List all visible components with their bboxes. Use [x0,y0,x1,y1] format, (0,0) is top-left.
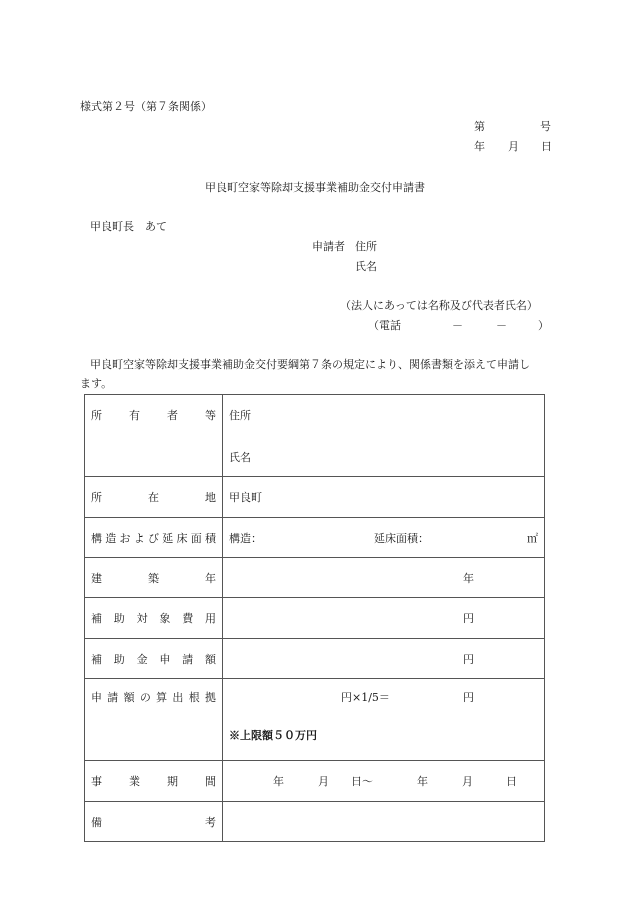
label-char: 算 [156,691,168,704]
label-char: よ [133,531,145,545]
corporation-note: （法人にあっては名称及び代表者氏名） [340,299,538,312]
applicant-label: 申請者 [312,240,345,253]
cost-unit: 円 [463,612,474,625]
remarks-label [85,802,223,842]
form-number: 様式第２号（第７条関係） [80,100,212,113]
structure-value-cell[interactable] [223,518,545,558]
row-cost [85,598,545,639]
label-char: 備 [91,815,102,829]
label-char: 期 [167,775,178,788]
row-calculation [85,679,545,761]
applicant-name-label: 氏名 [355,260,377,273]
structure-label-text: 構造： [229,531,262,545]
addressee: 甲良町長 あて [90,220,167,233]
floor-area-unit: ㎡ [527,531,538,545]
owner-label [85,395,223,477]
document-title: 甲良町空家等除却支援事業補助金交付申請書 [205,181,425,194]
structure-label [85,518,223,558]
label-char: 構 [91,531,102,545]
cost-label [85,598,223,639]
floor-area-label: 延床面積： [374,531,429,545]
phone-dash-1: － [452,319,463,332]
number-label-go: 号 [540,120,551,133]
period-value-cell[interactable] [223,761,545,802]
row-remarks [85,802,545,842]
label-char: 延 [162,531,174,545]
label-char: 業 [129,775,140,788]
period-end-month: 月 [462,775,473,788]
label-char: 者 [167,409,178,422]
row-built-year [85,558,545,598]
number-label-dai: 第 [474,120,485,133]
grant-unit: 円 [463,652,474,666]
body-text-line1: 甲良町空家等除却支援事業補助金交付要綱第７条の規定により、関係書類を添えて申請し [90,358,530,371]
owner-address-label: 住所 [229,409,251,422]
row-period [85,761,545,802]
date-label-month: 月 [508,140,519,153]
label-char: 補 [91,652,102,666]
label-char: 築 [148,571,159,585]
location-value-cell[interactable] [223,477,545,518]
period-label [85,761,223,802]
owner-value-cell[interactable] [223,395,545,477]
label-char: び [148,531,159,545]
label-char: 助 [113,652,125,666]
label-char: 積 [205,531,216,545]
date-label-year: 年 [474,140,485,153]
built-year-label [85,558,223,598]
applicant-address-label: 住所 [355,240,377,253]
label-char: 所 [91,491,102,504]
label-char: 請 [182,652,194,666]
label-char: 申 [159,652,171,666]
label-char: 出 [172,691,184,704]
location-label [85,477,223,518]
label-char: 対 [136,612,148,625]
label-char: 拠 [204,691,216,704]
label-char: 床 [176,531,188,545]
label-char: 面 [190,531,202,545]
remarks-value-cell[interactable] [223,802,545,842]
label-char: 等 [205,409,216,422]
phone-close: ） [538,319,549,332]
period-end-year: 年 [417,775,428,788]
period-start-year: 年 [273,775,284,788]
row-location [85,477,545,518]
label-char: 費 [182,612,194,625]
label-char: 在 [148,491,159,504]
calc-value-cell[interactable] [223,679,545,761]
label-char: 年 [205,571,216,585]
phone-open: （電話 [368,319,401,332]
label-char: 事 [91,775,102,788]
label-char: お [119,531,131,545]
label-char: 所 [91,409,102,422]
period-end-day: 日 [506,775,517,788]
label-char: 象 [159,612,171,625]
label-char: 建 [91,571,102,585]
label-char: 額 [204,652,216,666]
date-label-day: 日 [541,140,552,153]
owner-name-label: 氏名 [229,451,251,464]
calc-formula: 円×1/5＝ [341,691,390,704]
label-char: 有 [129,409,140,422]
label-char: 間 [205,775,216,788]
period-start-day: 日～ [351,775,373,788]
label-char: 考 [205,815,216,829]
phone-dash-2: － [496,319,507,332]
label-char: 地 [205,491,216,504]
label-char: 助 [113,612,125,625]
label-char: 根 [188,691,200,704]
cost-value-cell[interactable] [223,598,545,639]
calc-note: ※上限額５０万円 [229,729,317,742]
label-char: 用 [204,612,216,625]
row-grant [85,639,545,679]
row-structure [85,518,545,558]
label-char: 額 [123,691,135,704]
label-char: 申 [91,691,102,704]
application-table [84,394,545,842]
label-char: の [139,691,151,704]
grant-value-cell[interactable] [223,639,545,679]
built-year-unit: 年 [463,571,474,585]
period-start-month: 月 [318,775,329,788]
body-text-line2: ます。 [80,377,113,390]
row-owner [85,395,545,477]
built-year-value-cell[interactable] [223,558,545,598]
grant-label [85,639,223,679]
label-char: 造 [105,531,117,545]
calc-unit: 円 [463,691,474,704]
label-char: 請 [107,691,119,704]
location-value: 甲良町 [229,491,262,504]
label-char: 補 [91,612,102,625]
calc-label [85,679,223,761]
label-char: 金 [136,652,148,666]
